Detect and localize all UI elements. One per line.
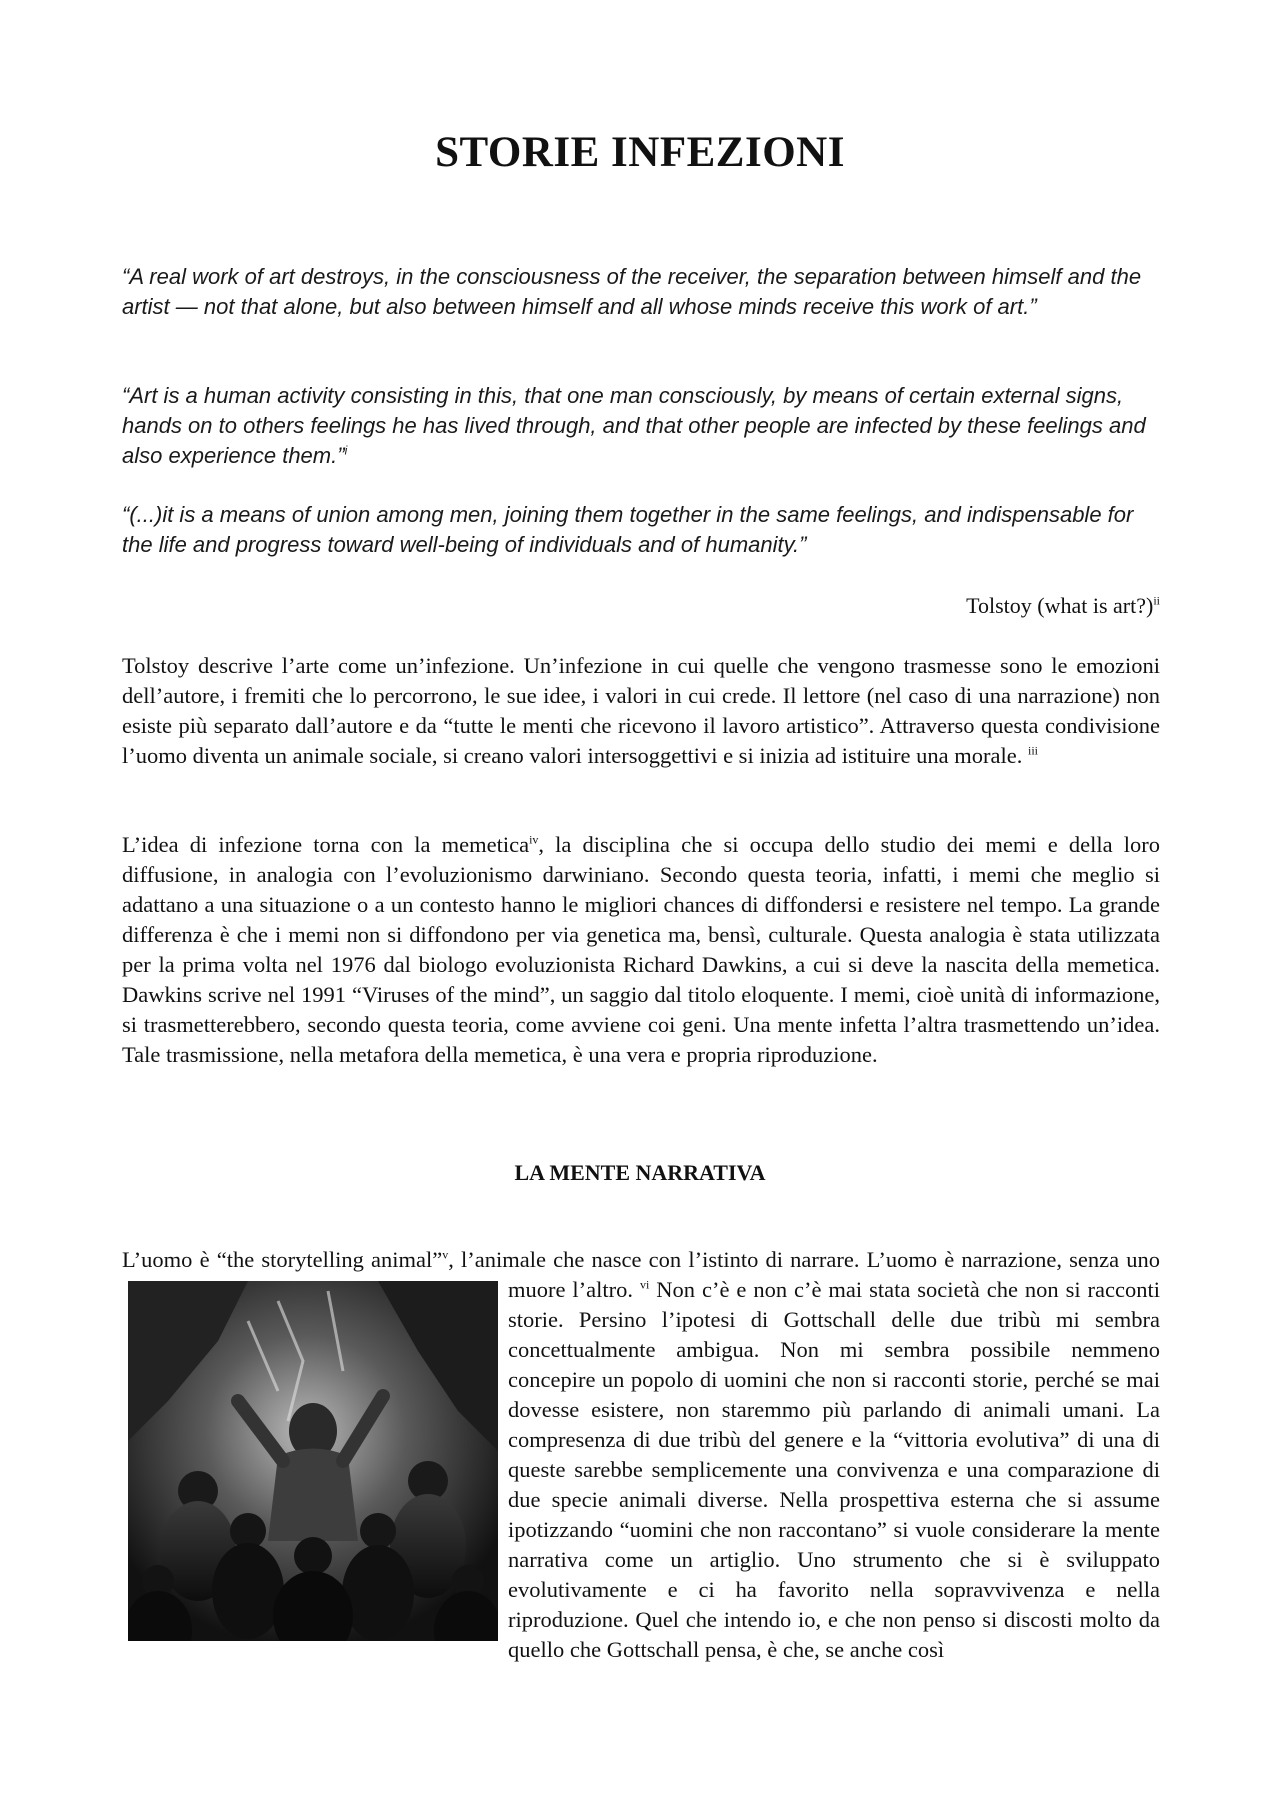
paragraph-tolstoy-text: Tolstoy descrive l’arte come un’infezione. Un’infezione in cui quelle che vengono trasmesse sono le emozioni dell’autore, i fremiti che lo percorrono, le sue idee, i valori in cui crede. Il lettore (nel caso di una narrazione) non esiste più separato dall’autore e da “tutte le menti che ricevono il lavoro artistico”. Attraverso questa condivisione l’uomo diventa un animale sociale, si creano valori intersoggettivi e si inizia ad istituire una morale. [122, 653, 1160, 768]
paragraph-memetica [122, 830, 1160, 1070]
storytelling-tribe-photo [128, 1281, 498, 1641]
paragraph-storytelling-text-1: L’uomo è “the storytelling animal” [122, 1247, 443, 1272]
quote-1-text: “A real work of art destroys, in the consciousness of the receiver, the separation between himself and the artist — not that alone, but also between himself and all whose minds receive this work of art.” [122, 264, 1142, 319]
attribution-text: Tolstoy (what is art?) [966, 593, 1154, 618]
paragraph-memetica-text-end: , la disciplina che si occupa dello studio dei memi e della loro diffusione, in analogia con l’evoluzionismo darwiniano. Secondo questa teoria, infatti, i memi che meglio si adattano a una situazione o a un contesto hanno le migliori chances di diffondersi e resistere nel tempo. La grande differenza è che i memi non si diffondono per via genetica ma, bensì, culturale. Questa analogia è stata utilizzata per la prima volta nel 1976 dal biologo evoluzionista Richard Dawkins, a cui si deve la nascita della memetica. Dawkins scrive nel 1991 “Viruses of the mind”, un saggio dal titolo eloquente. I memi, cioè unità di informazione, si trasmetterebbero, secondo questa teoria, come avviene coi geni. Una mente infetta l’altra trasmettendo un’idea. Tale trasmissione, nella metafora della memetica, è una vera e propria riproduzione. [122, 832, 1161, 1067]
quote-3-text: “(...)it is a means of union among men, joining them together in the same feelings, and indispensable for the life and progress toward well-being of individuals and of humanity.” [122, 502, 1134, 557]
footnote-ref-ii[interactable]: ii [1153, 593, 1160, 608]
quote-attribution [122, 591, 1160, 621]
quote-2-text: “Art is a human activity consisting in this, that one man consciously, by means of certain external signs, hands on to others feelings he has lived through, and that other people are infected by these feelings and also experience them.” [122, 383, 1146, 468]
footnote-ref-iii[interactable]: iii [1027, 743, 1038, 758]
quote-1 [122, 262, 1160, 322]
paragraph-tolstoy [122, 651, 1160, 771]
quote-2 [122, 381, 1160, 471]
footnote-ref-vi[interactable]: vi [639, 1277, 650, 1292]
paragraph-memetica-text-start: L’idea di infezione torna con la memetica [122, 832, 530, 857]
photo-illustration [128, 1281, 498, 1641]
paragraph-storytelling-text-2: , l’animale che nasce con l’istinto di narrare. L’uomo è narrazione, senza uno muore l’altro. [448, 1247, 1160, 1302]
paragraph-storytelling-text-3: Non c’è e non c’è mai stata società che non si racconti storie. Persino l’ipotesi di Gottschall delle due tribù mi sembra concettualmente ambigua. Non mi sembra possibile nemmeno concepire un popolo di uomini che non si racconti storie, perché se mai dovesse esistere, non staremmo più parlando di animali umani. La compresenza di due tribù del genere e la “vittoria evolutiva” di una di queste sarebbe semplicemente una convivenza e una comparazione di due specie animali diverse. Nella prospettiva esterna che si assume ipotizzando “uomini che non raccontano” si vuole considerare la mente narrativa come un artiglio. Uno strumento che si è sviluppato evolutivamente e ci ha favorito nella sopravvivenza e nella riproduzione. Quel che intendo io, e che non penso si discosti molto da quello che Gottschall pensa, è che, se anche così [508, 1277, 1160, 1662]
section-heading: LA MENTE NARRATIVA [514, 1160, 766, 1185]
footnote-ref-i[interactable]: i [344, 443, 348, 458]
footnote-ref-iv[interactable]: iv [529, 832, 539, 847]
footnote-ref-v[interactable]: v [442, 1247, 449, 1262]
page-title: STORIE INFEZIONI [435, 129, 845, 176]
paragraph-storytelling [122, 1245, 1160, 1665]
quote-3 [122, 500, 1160, 560]
